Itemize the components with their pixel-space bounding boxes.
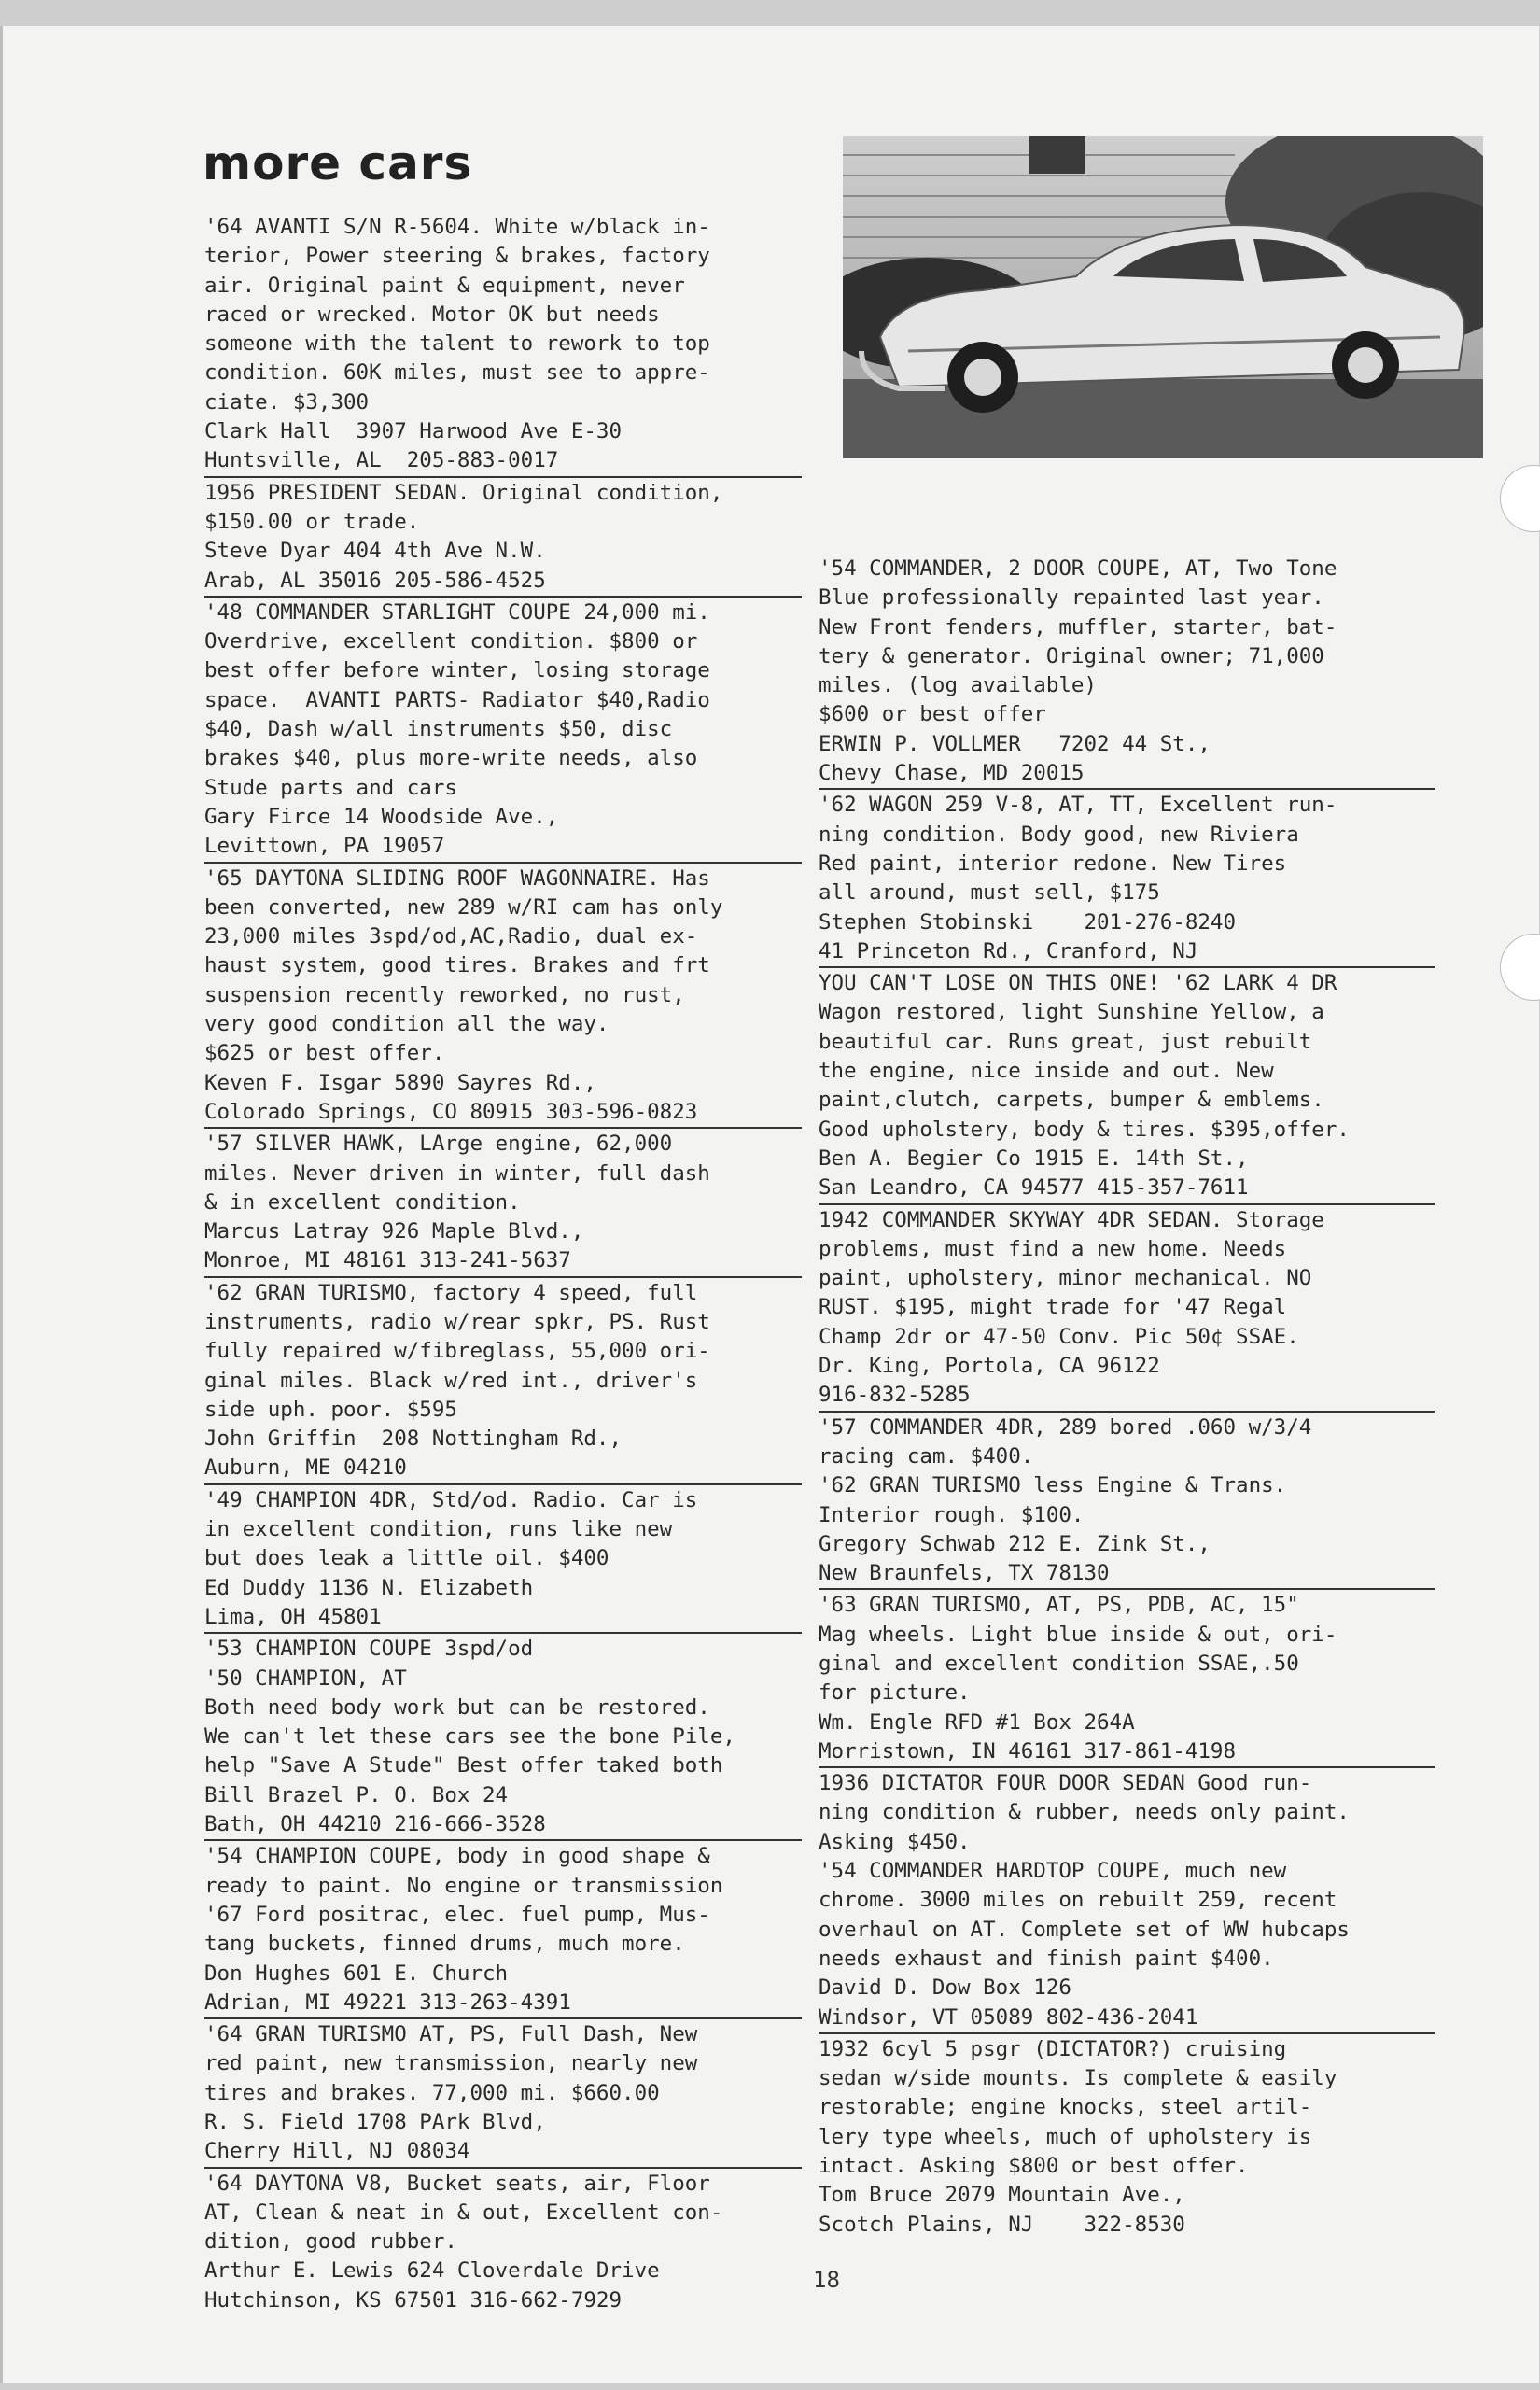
ad-line: $600 or best offer (819, 702, 1046, 727)
ad-line: Bill Brazel P. O. Box 24 (204, 1782, 509, 1807)
classified-ad (204, 1130, 802, 1277)
ad-line: RUST. $195, might trade for '47 Regal (819, 1295, 1287, 1320)
ad-line: Interior rough. $100. (819, 1502, 1085, 1527)
classified-ad (819, 2035, 1435, 2240)
ad-line: beautiful car. Runs great, just rebuilt (819, 1029, 1312, 1054)
ad-line: brakes $40, plus more-write needs, also (204, 746, 698, 771)
ad-line: Huntsville, AL 205-883-0017 (204, 446, 802, 477)
ad-line: dition, good rubber. (204, 2229, 457, 2255)
ad-line: 916-832-5285 (819, 1381, 1435, 1412)
ad-line: 1936 DICTATOR FOUR DOOR SEDAN Good run- (819, 1771, 1312, 1796)
ad-line: terior, Power steering & brakes, factory (204, 244, 710, 269)
ad-line: space. AVANTI PARTS- Radiator $40,Radio (204, 687, 710, 712)
ad-line: $40, Dash w/all instruments $50, disc (204, 717, 673, 742)
ad-line: John Griffin 208 Nottingham Rd., (204, 1427, 623, 1452)
ad-line: '48 COMMANDER STARLIGHT COUPE 24,000 mi. (204, 599, 710, 625)
ad-line: Scotch Plains, NJ 322-8530 (819, 2212, 1185, 2237)
ad-line: very good condition all the way. (204, 1012, 609, 1037)
ad-line: Asking $450. (819, 1829, 971, 1854)
ad-line: '62 GRAN TURISMO, factory 4 speed, full (204, 1280, 698, 1305)
ad-line: Clark Hall 3907 Harwood Ave E-30 (204, 419, 623, 444)
ad-line: side uph. poor. $595 (204, 1397, 457, 1422)
ad-line: Levittown, PA 19057 (204, 832, 802, 863)
ad-line: We can't let these cars see the bone Pile, (204, 1724, 735, 1750)
ad-line: lery type wheels, much of upholstery is (819, 2124, 1312, 2149)
ad-line: New Front fenders, muffler, starter, bat- (819, 614, 1337, 640)
ad-line: needs exhaust and finish paint $400. (819, 1946, 1274, 1971)
ad-line: '57 COMMANDER 4DR, 289 bored .060 w/3/4 (819, 1414, 1312, 1440)
ad-line: '64 GRAN TURISMO AT, PS, Full Dash, New (204, 2022, 698, 2047)
ad-line: New Braunfels, TX 78130 (819, 1559, 1435, 1590)
ad-line: '65 DAYTONA SLIDING ROOF WAGONNAIRE. Has (204, 865, 710, 891)
ad-line: Arab, AL 35016 205-586-4525 (204, 567, 802, 598)
ad-line: '62 WAGON 259 V-8, AT, TT, Excellent run- (819, 793, 1337, 818)
ad-line: Monroe, MI 48161 313-241-5637 (204, 1246, 802, 1277)
ad-line: 1932 6cyl 5 psgr (DICTATOR?) cruising (819, 2036, 1287, 2061)
ad-line: help "Save A Stude" Best offer taked both (204, 1753, 723, 1778)
ad-line: Arthur E. Lewis 624 Cloverdale Drive (204, 2258, 660, 2284)
ad-line: Chevy Chase, MD 20015 (819, 759, 1435, 790)
ad-line: Blue professionally repainted last year. (819, 585, 1324, 611)
ad-line: '67 Ford positrac, elec. fuel pump, Mus- (204, 1902, 710, 1927)
ad-line: Gary Firce 14 Woodside Ave., (204, 804, 559, 829)
ad-line: restorable; engine knocks, steel artil- (819, 2095, 1312, 2120)
ad-line: Steve Dyar 404 4th Ave N.W. (204, 539, 546, 564)
ad-line: '53 CHAMPION COUPE 3spd/od (204, 1637, 534, 1662)
ad-line: Wm. Engle RFD #1 Box 264A (819, 1709, 1135, 1735)
ad-line: Colorado Springs, CO 80915 303-596-0823 (204, 1098, 802, 1129)
studebaker-coupe-image (843, 136, 1483, 458)
ad-line: air. Original paint & equipment, never (204, 273, 685, 298)
ad-line: David D. Dow Box 126 (819, 1975, 1071, 2001)
ad-line: $625 or best offer. (204, 1041, 445, 1066)
ad-line: overhaul on AT. Complete set of WW hubcaps (819, 1917, 1350, 1942)
ad-line: San Leandro, CA 94577 415-357-7611 (819, 1174, 1435, 1204)
ad-line: red paint, new transmission, nearly new (204, 2051, 698, 2076)
ad-line: ready to paint. No engine or transmission (204, 1873, 723, 1898)
ad-line: Mag wheels. Light blue inside & out, ori- (819, 1622, 1337, 1647)
ad-line: tery & generator. Original owner; 71,000 (819, 643, 1324, 668)
ad-line: '63 GRAN TURISMO, AT, PS, PDB, AC, 15" (819, 1593, 1299, 1618)
ad-line: '49 CHAMPION 4DR, Std/od. Radio. Car is (204, 1487, 698, 1512)
ad-line: Champ 2dr or 47-50 Conv. Pic 50¢ SSAE. (819, 1324, 1299, 1349)
classified-ad (819, 1413, 1435, 1591)
section-heading: more cars (203, 136, 473, 190)
ad-line: Ben A. Begier Co 1915 E. 14th St., (819, 1146, 1249, 1171)
ad-line: ERWIN P. VOLLMER 7202 44 St., (819, 731, 1211, 756)
ad-line: best offer before winter, losing storage (204, 658, 710, 683)
classified-ad (204, 598, 802, 864)
ad-line: R. S. Field 1708 PArk Blvd, (204, 2110, 546, 2134)
ad-line: '50 CHAMPION, AT (204, 1666, 407, 1691)
ad-line: Wagon restored, light Sunshine Yellow, a (819, 1000, 1324, 1025)
ad-line: 1942 COMMANDER SKYWAY 4DR SEDAN. Storage (819, 1207, 1324, 1232)
ad-line: ning condition & rubber, needs only paint. (819, 1800, 1350, 1825)
ad-line: YOU CAN'T LOSE ON THIS ONE! '62 LARK 4 DR (819, 971, 1337, 996)
ad-line: '64 DAYTONA V8, Bucket seats, air, Floor (204, 2171, 710, 2196)
ad-line: problems, must find a new home. Needs (819, 1236, 1287, 1261)
ad-line: Gregory Schwab 212 E. Zink St., (819, 1531, 1211, 1556)
ad-line: Windsor, VT 05089 802-436-2041 (819, 2003, 1435, 2034)
ad-line: Bath, OH 44210 216-666-3528 (204, 1810, 802, 1841)
classified-ad (204, 213, 802, 478)
ad-line: $150.00 or trade. (204, 509, 420, 534)
classified-ad (819, 555, 1435, 790)
ad-line: sedan w/side mounts. Is complete & easily (819, 2066, 1337, 2091)
ad-line: '54 COMMANDER HARDTOP COUPE, much new (819, 1859, 1287, 1884)
ad-line: ning condition. Body good, new Riviera (819, 822, 1299, 847)
classified-ad (819, 791, 1435, 968)
ad-line: in excellent condition, runs like new (204, 1517, 673, 1542)
binder-hole (1500, 465, 1540, 532)
ad-line: '54 CHAMPION COUPE, body in good shape & (204, 1844, 710, 1869)
ad-line: all around, must sell, $175 (819, 880, 1160, 906)
ad-line: Don Hughes 601 E. Church (204, 1961, 509, 1986)
ad-line: Lima, OH 45801 (204, 1603, 802, 1634)
ad-line: Adrian, MI 49221 313-263-4391 (204, 1989, 802, 2019)
ad-line: suspension recently reworked, no rust, (204, 982, 685, 1007)
ad-line: & in excellent condition. (204, 1189, 521, 1215)
ad-line: Both need body work but can be restored. (204, 1694, 710, 1720)
ad-line: someone with the talent to rework to top (204, 331, 710, 357)
ad-line: Stude parts and cars (204, 775, 457, 800)
ad-line: 23,000 miles 3spd/od,AC,Radio, dual ex- (204, 924, 698, 949)
ad-line: condition. 60K miles, must see to appre- (204, 360, 710, 386)
classified-ad (204, 1279, 802, 1485)
ad-line: miles. Never driven in winter, full dash (204, 1160, 710, 1186)
ad-line: Marcus Latray 926 Maple Blvd., (204, 1219, 584, 1244)
ad-line: '62 GRAN TURISMO less Engine & Trans. (819, 1473, 1287, 1498)
classified-ad (204, 2170, 802, 2315)
ad-line: paint, upholstery, minor mechanical. NO (819, 1266, 1312, 1291)
ad-line: miles. (log available) (819, 673, 1098, 698)
ad-line: been converted, new 289 w/RI cam has only (204, 894, 723, 920)
ad-line: for picture. (819, 1680, 971, 1706)
ad-line: ginal and excellent condition SSAE,.50 (819, 1651, 1299, 1676)
ad-line: paint,clutch, carpets, bumper & emblems. (819, 1088, 1324, 1113)
classified-ad (204, 479, 802, 598)
ad-line: Tom Bruce 2079 Mountain Ave., (819, 2183, 1185, 2208)
ad-line: tang buckets, finned drums, much more. (204, 1932, 685, 1957)
classified-ad (819, 1769, 1435, 2034)
ad-line: Hutchinson, KS 67501 316-662-7929 (204, 2287, 623, 2313)
ad-line: '64 AVANTI S/N R-5604. White w/black in- (204, 215, 710, 239)
ad-line: 1956 PRESIDENT SEDAN. Original condition, (204, 480, 723, 505)
classified-ad (204, 1842, 802, 2019)
classified-ad (819, 969, 1435, 1204)
magazine-page (0, 26, 1539, 2383)
ad-line: Stephen Stobinski 201-276-8240 (819, 909, 1237, 935)
classified-ad (204, 865, 802, 1130)
ad-line: tires and brakes. 77,000 mi. $660.00 (204, 2080, 660, 2105)
ad-line: Cherry Hill, NJ 08034 (204, 2137, 802, 2168)
binder-hole (1500, 934, 1540, 1001)
ad-line: AT, Clean & neat in & out, Excellent con- (204, 2200, 723, 2225)
page-number: 18 (813, 2267, 840, 2293)
classified-ad (204, 1635, 802, 1841)
ad-line: raced or wrecked. Motor OK but needs (204, 302, 660, 327)
ad-line: racing cam. $400. (819, 1443, 1034, 1469)
ad-line: 41 Princeton Rd., Cranford, NJ (819, 937, 1435, 968)
classified-ad (204, 1486, 802, 1634)
ad-line: the engine, nice inside and out. New (819, 1059, 1274, 1084)
ad-line: '57 SILVER HAWK, LArge engine, 62,000 (204, 1132, 673, 1157)
ad-line: Auburn, ME 04210 (204, 1454, 802, 1484)
right-column (819, 555, 1435, 2241)
ad-line: fully repaired w/fibreglass, 55,000 ori- (204, 1339, 710, 1364)
ad-line: haust system, good tires. Brakes and frt (204, 953, 710, 978)
ad-line: instruments, radio w/rear spkr, PS. Rust (204, 1309, 710, 1334)
ad-line: Overdrive, excellent condition. $800 or (204, 629, 698, 654)
ad-line: Dr. King, Portola, CA 96122 (819, 1354, 1160, 1379)
ad-line: but does leak a little oil. $400 (204, 1546, 609, 1571)
classified-ad (819, 1206, 1435, 1413)
classified-ad (204, 2020, 802, 2168)
ad-line: ginal miles. Black w/red int., driver's (204, 1368, 698, 1393)
ad-line: ciate. $3,300 (204, 389, 370, 415)
ad-line: chrome. 3000 miles on rebuilt 259, recent (819, 1888, 1337, 1913)
ad-line: Good upholstery, body & tires. $395,offer. (819, 1117, 1350, 1142)
ad-line: Keven F. Isgar 5890 Sayres Rd., (204, 1070, 596, 1095)
ad-line: intact. Asking $800 or best offer. (819, 2154, 1249, 2179)
car-photo (843, 136, 1483, 458)
classified-ad (819, 1591, 1435, 1768)
ad-line: Ed Duddy 1136 N. Elizabeth (204, 1575, 534, 1600)
ad-line: '54 COMMANDER, 2 DOOR COUPE, AT, Two Tone (819, 556, 1337, 581)
left-column (204, 213, 802, 2316)
ad-line: Morristown, IN 46161 317-861-4198 (819, 1737, 1435, 1768)
ad-line: Red paint, interior redone. New Tires (819, 851, 1287, 876)
